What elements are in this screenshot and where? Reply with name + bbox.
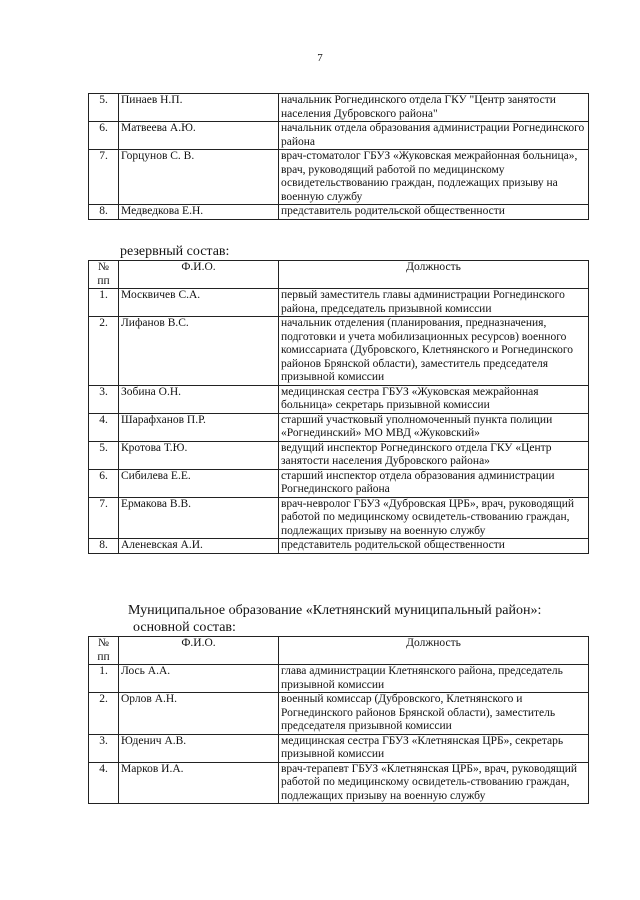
row-number: 6. [89, 469, 119, 497]
page-number: 7 [317, 52, 323, 64]
table-row [89, 539, 589, 554]
person-position: врач-стоматолог ГБУЗ «Жуковская межрайонная больница», врач, руководящий работой по медицинскому освидетельствованию граждан, подлежащих призыву на военную службу [279, 150, 589, 205]
person-name: Москвичев С.А. [119, 289, 279, 317]
person-name: Кротова Т.Ю. [119, 441, 279, 469]
row-number: 5. [89, 94, 119, 122]
person-name: Шарафханов П.Р. [119, 413, 279, 441]
person-position: врач-невролог ГБУЗ «Дубровская ЦРБ», врач, руководящий работой по медицинскому освидетель-ствованию граждан, подлежащих призыву на военную службу [279, 497, 589, 539]
table-header-row [89, 261, 589, 289]
reserve-table [88, 260, 589, 554]
person-name: Лифанов В.С. [119, 317, 279, 386]
row-number: 7. [89, 150, 119, 205]
person-name: Юденич А.В. [119, 734, 279, 762]
person-name: Медведкова Е.Н. [119, 205, 279, 220]
person-position: военный комиссар (Дубровского, Клетнянского и Рогнединского районов Брянской области), заместитель председателя призывной комиссии [279, 693, 589, 735]
row-number: 8. [89, 539, 119, 554]
row-number: 1. [89, 289, 119, 317]
person-name: Сибилева Е.Е. [119, 469, 279, 497]
row-number: 4. [89, 762, 119, 804]
person-position: начальник Рогнединского отдела ГКУ "Центр занятости населения Дубровского района" [279, 94, 589, 122]
person-position: начальник отделения (планирования, предназначения, подготовки и учета мобилизационных ресурсов) военного комиссариата (Дубровского, Клетнянского и Рогнединского районов Брянской области), заместитель председателя призывной комиссии [279, 317, 589, 386]
table-row [89, 693, 589, 735]
table-row [89, 317, 589, 386]
continuation-table [88, 93, 589, 220]
row-number: 5. [89, 441, 119, 469]
person-position: старший участковый уполномоченный пункта полиции «Рогнединский» МО МВД «Жуковский» [279, 413, 589, 441]
table-row [89, 441, 589, 469]
kletnya-section-heading: Муниципальное образование «Клетнянский муниципальный район»: [128, 603, 542, 618]
table-row [89, 734, 589, 762]
row-number: 6. [89, 122, 119, 150]
person-position: старший инспектор отдела образования администрации Рогнединского района [279, 469, 589, 497]
person-position: первый заместитель главы администрации Рогнединского района, председатель призывной комиссии [279, 289, 589, 317]
header-name: Ф.И.О. [119, 637, 279, 665]
person-name: Зобина О.Н. [119, 385, 279, 413]
kletnya-section-label: основной состав: [133, 620, 236, 635]
header-name: Ф.И.О. [119, 261, 279, 289]
person-position: врач-терапевт ГБУЗ «Клетнянская ЦРБ», врач, руководящий работой по медицинскому освидетель-ствованию граждан, подлежащих призыву на военную службу [279, 762, 589, 804]
table-row [89, 469, 589, 497]
header-number: № пп [89, 637, 119, 665]
table-row [89, 205, 589, 220]
reserve-section-label: резервный состав: [120, 244, 230, 259]
row-number: 8. [89, 205, 119, 220]
person-name: Аленевская А.И. [119, 539, 279, 554]
header-number: № пп [89, 261, 119, 289]
person-position: представитель родительской общественности [279, 539, 589, 554]
person-position: глава администрации Клетнянского района, председатель призывной комиссии [279, 665, 589, 693]
row-number: 3. [89, 734, 119, 762]
table-row [89, 150, 589, 205]
person-name: Матвеева А.Ю. [119, 122, 279, 150]
person-position: медицинская сестра ГБУЗ «Жуковская межрайонная больница» секретарь призывной комиссии [279, 385, 589, 413]
row-number: 2. [89, 317, 119, 386]
person-position: медицинская сестра ГБУЗ «Клетнянская ЦРБ», секретарь призывной комиссии [279, 734, 589, 762]
person-position: представитель родительской общественности [279, 205, 589, 220]
kletnya-table [88, 636, 589, 804]
person-name: Ермакова В.В. [119, 497, 279, 539]
person-name: Лось А.А. [119, 665, 279, 693]
table-header-row [89, 637, 589, 665]
person-position: начальник отдела образования администрации Рогнединского района [279, 122, 589, 150]
person-name: Марков И.А. [119, 762, 279, 804]
table-row [89, 385, 589, 413]
header-position: Должность [279, 637, 589, 665]
table-row [89, 94, 589, 122]
row-number: 7. [89, 497, 119, 539]
row-number: 1. [89, 665, 119, 693]
table-row [89, 122, 589, 150]
person-position: ведущий инспектор Рогнединского отдела ГКУ «Центр занятости населения Дубровского района» [279, 441, 589, 469]
person-name: Горцунов С. В. [119, 150, 279, 205]
table-row [89, 497, 589, 539]
header-position: Должность [279, 261, 589, 289]
table-row [89, 413, 589, 441]
row-number: 2. [89, 693, 119, 735]
person-name: Орлов А.Н. [119, 693, 279, 735]
row-number: 4. [89, 413, 119, 441]
row-number: 3. [89, 385, 119, 413]
table-row [89, 665, 589, 693]
table-row [89, 289, 589, 317]
person-name: Пинаев Н.П. [119, 94, 279, 122]
table-row [89, 762, 589, 804]
